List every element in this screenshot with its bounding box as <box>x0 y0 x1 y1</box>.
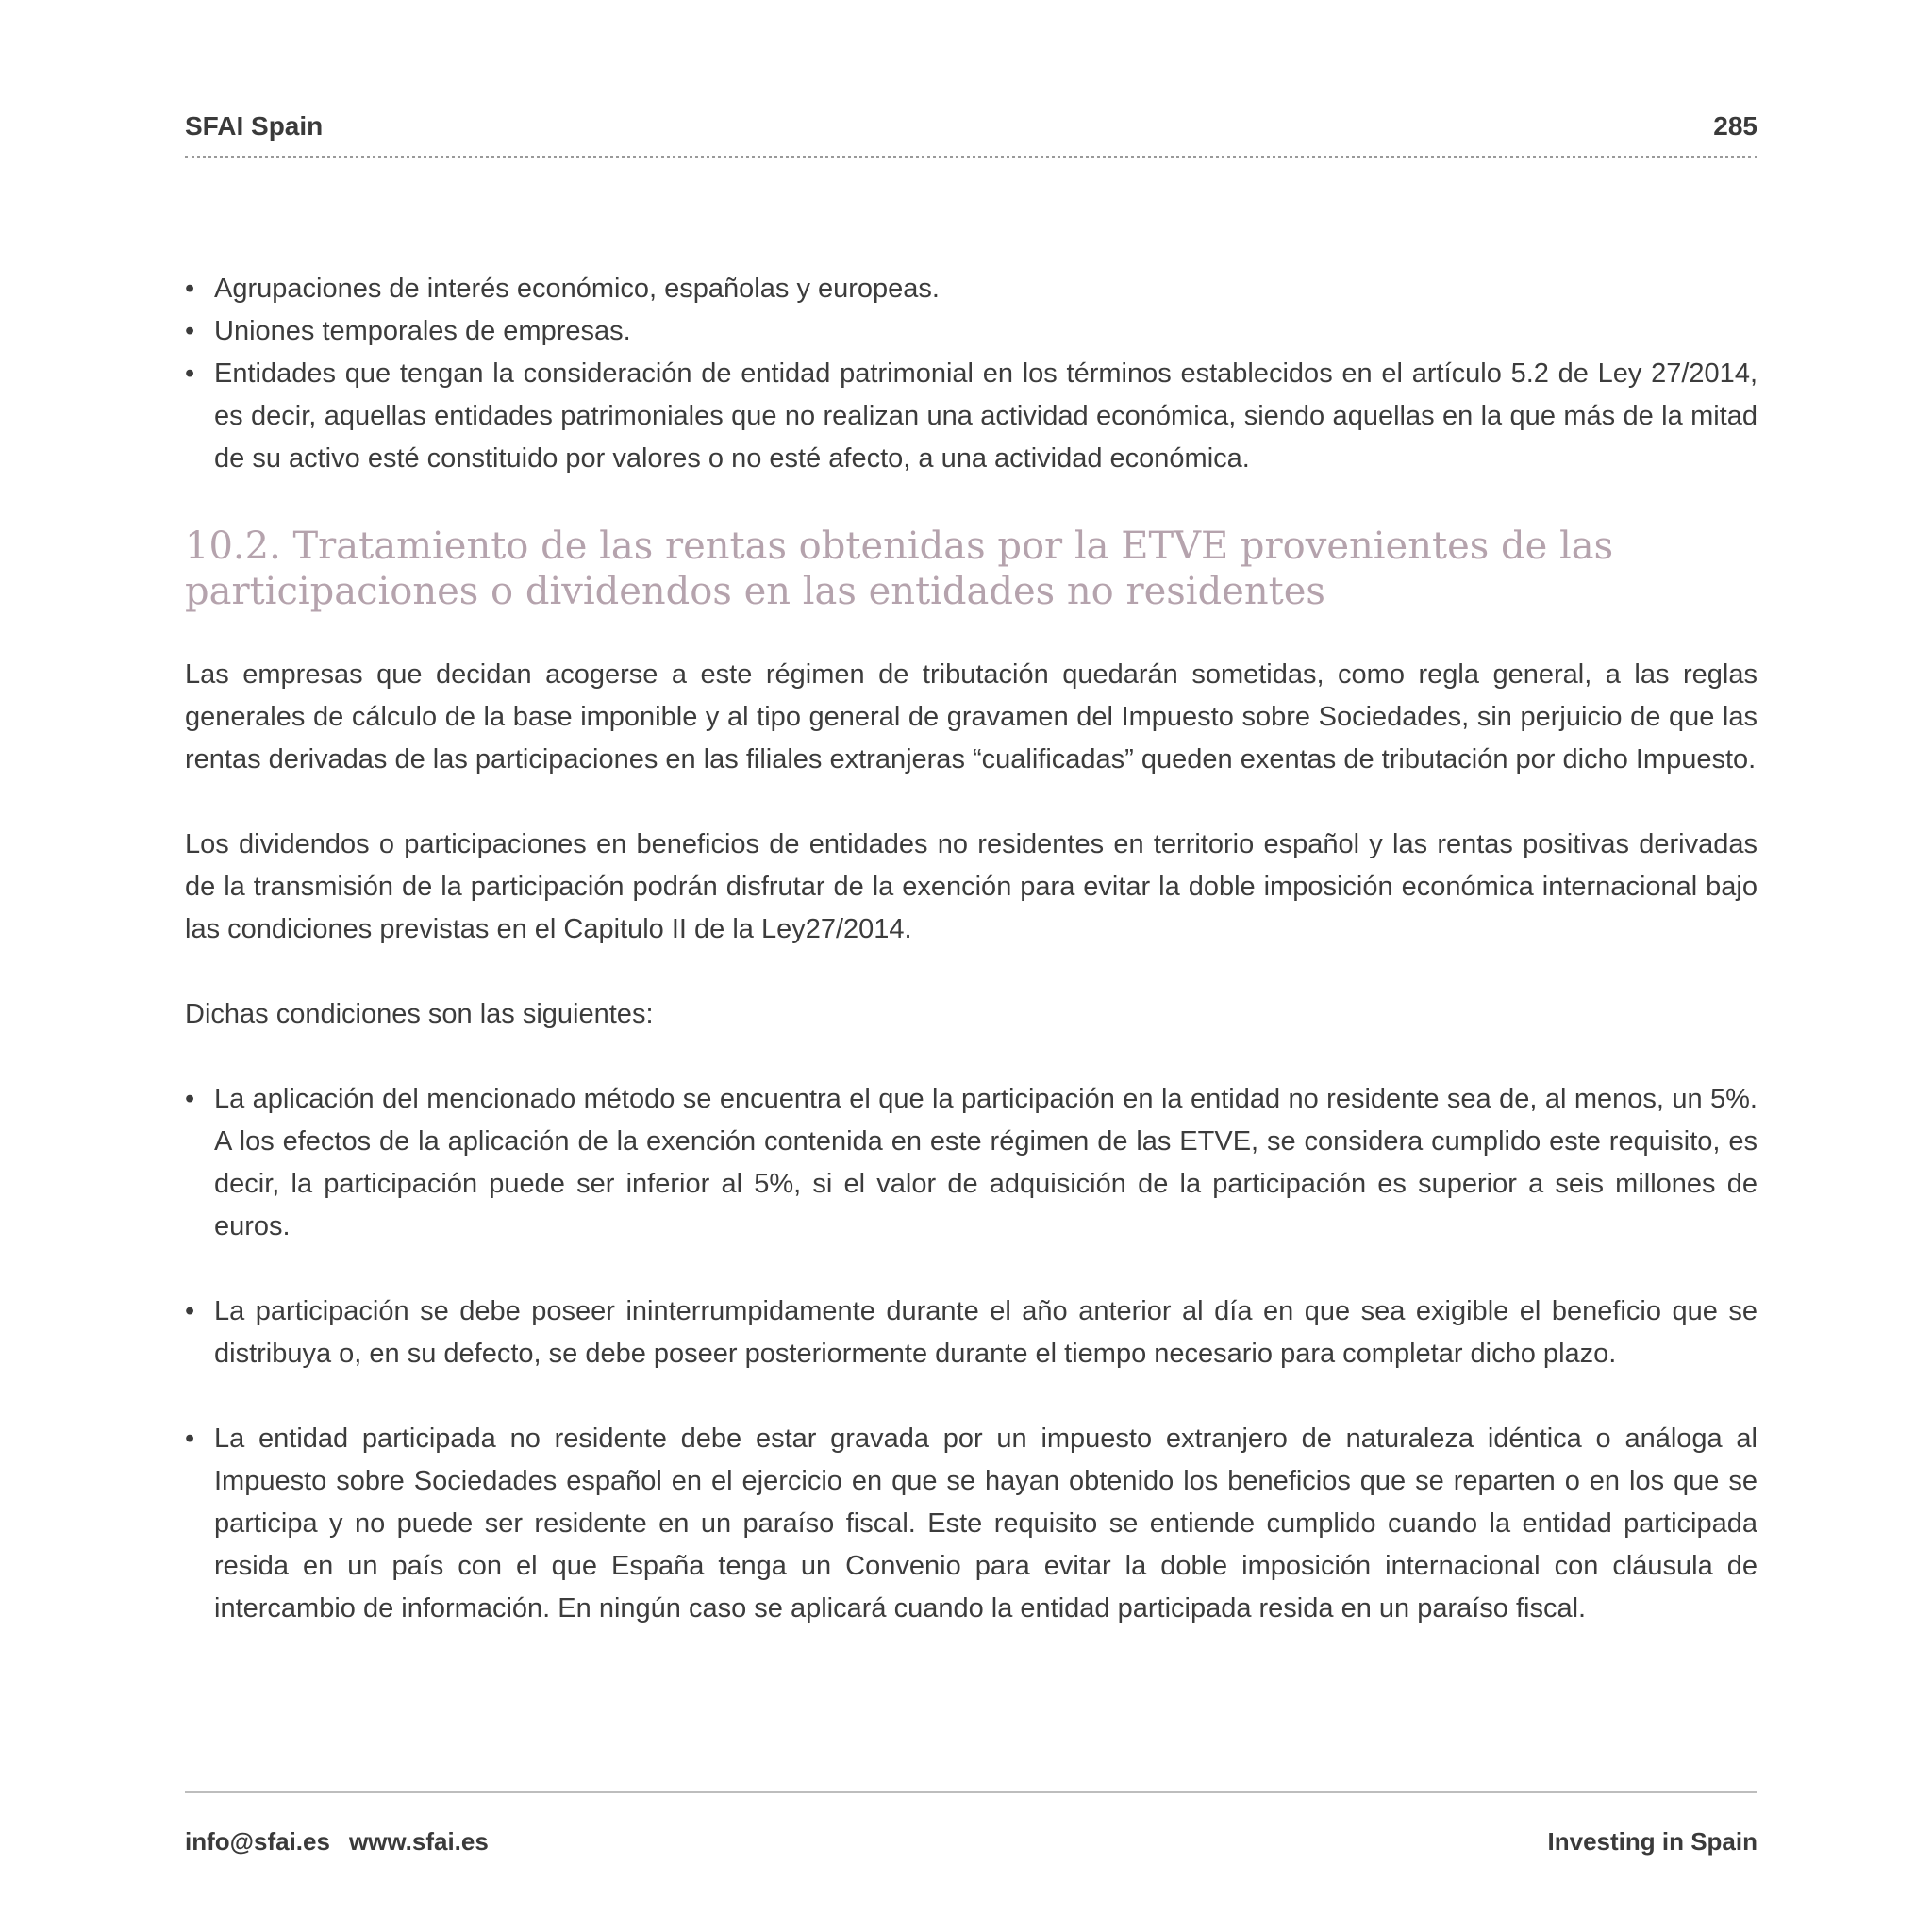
body-paragraph: Las empresas que decidan acogerse a este régimen de tributación quedarán sometidas, como regla general, a las reglas generales de cálculo de la base imponible y al tipo general de gravamen del Impuesto sobre Sociedades, sin perjuicio de que las rentas derivadas de las participaciones en las filiales extranjeras “cualificadas” queden exentas de tributación por dicho Impuesto. <box>185 659 1757 774</box>
footer-email-link[interactable]: info@sfai.es <box>185 1826 330 1856</box>
page-content <box>185 268 1757 1630</box>
page-number: 285 <box>1713 111 1757 141</box>
footer-contact <box>185 1827 489 1857</box>
intro-bullet-list <box>185 268 1757 480</box>
footer-divider <box>185 1791 1757 1793</box>
list-item: • Uniones temporales de empresas. <box>185 310 1757 353</box>
footer-website-link[interactable]: www.sfai.es <box>348 1826 489 1856</box>
page-header <box>185 106 1757 147</box>
header-title: SFAI Spain <box>185 111 324 141</box>
conditions-bullet-list <box>185 1078 1757 1630</box>
section-heading: 10.2. Tratamiento de las rentas obtenidas por la ETVE provenientes de las participaciones o dividendos en las entidades no residentes <box>185 525 1614 613</box>
body-paragraph: Los dividendos o participaciones en beneficios de entidades no residentes en territorio español y las rentas positivas derivadas de la transmisión de la participación podrán disfrutar de la exención para evitar la doble imposición económica internacional bajo las condiciones previstas en el Capitulo II de la Ley27/2014. <box>185 829 1757 944</box>
page-footer <box>185 1823 1757 1860</box>
list-item: • La entidad participada no residente debe estar gravada por un impuesto extranjero de naturaleza idéntica o análoga al Impuesto sobre Sociedades español en el ejercicio en que se hayan obtenido los beneficios que se reparten o en los que se participa y no puede ser residente en un paraíso fiscal. Este requisito se entiende cumplido cuando la entidad participada resida en un país con el que España tenga un Convenio para evitar la doble imposición internacional con cláusula de intercambio de información. En ningún caso se aplicará cuando la entidad participada resida en un paraíso fiscal. <box>185 1418 1757 1630</box>
list-item: • Entidades que tengan la consideración de entidad patrimonial en los términos establecidos en el artículo 5.2 de Ley 27/2014, es decir, aquellas entidades patrimoniales que no realizan una actividad económica, siendo aquellas en la que más de la mitad de su activo esté constituido por valores o no esté afecto, a una actividad económica. <box>185 353 1757 480</box>
list-item: • Agrupaciones de interés económico, españolas y europeas. <box>185 268 1757 310</box>
list-item: • La participación se debe poseer ininterrumpidamente durante el año anterior al día en que sea exigible el beneficio que se distribuya o, en su defecto, se debe poseer posteriormente durante el tiempo necesario para completar dicho plazo. <box>185 1291 1757 1375</box>
body-paragraph: Dichas condiciones son las siguientes: <box>185 999 654 1029</box>
header-divider <box>185 156 1757 158</box>
footer-tagline: Investing in Spain <box>1547 1826 1757 1856</box>
list-item: • La aplicación del mencionado método se encuentra el que la participación en la entidad no residente sea de, al menos, un 5%. A los efectos de la aplicación de la exención contenida en este régimen de las ETVE, se considera cumplido este requisito, es decir, la participación puede ser inferior al 5%, si el valor de adquisición de la participación es superior a seis millones de euros. <box>185 1078 1757 1248</box>
